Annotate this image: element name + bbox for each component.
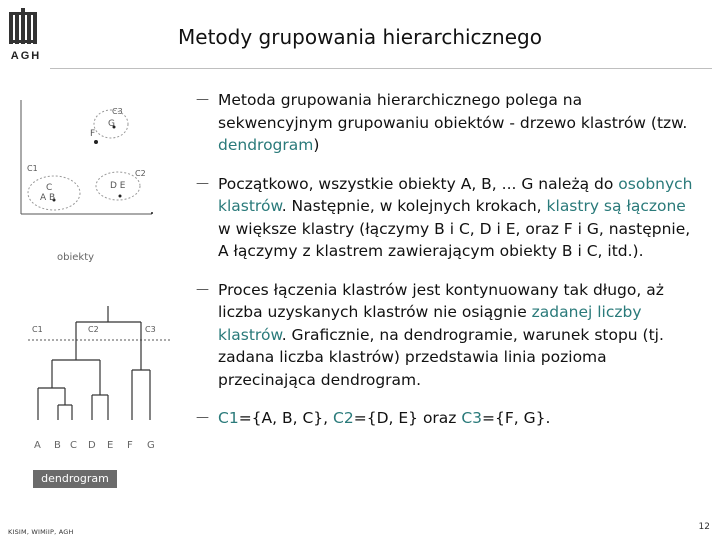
leaf-g: G (147, 440, 155, 451)
logo-text: AGH (10, 50, 42, 62)
bullet-item: — Początkowo, wszystkie obiekty A, B, ... G należą do osobnych klastrów. Następnie, w kolejnych krokach, klastry są łączone w większe klastry (łączymy B i C, D i E, oraz F i G, następnie, A łączymy z klastrem zawierającym obiekty B i C, itd.). (196, 174, 693, 260)
title-divider (50, 68, 712, 69)
scatter-ab-point: A B (40, 193, 56, 203)
scatter-g-point: G (108, 119, 115, 129)
scatter-c-point: C (46, 183, 53, 193)
scatter-de-point: D E (110, 181, 126, 191)
leaf-e: E (107, 440, 114, 451)
highlight-merge: klastry są łączone (546, 197, 686, 215)
scatter-c1-label: C1 (27, 164, 38, 173)
scatter-axis-label: obiekty (57, 252, 95, 263)
bullet-list (196, 89, 701, 430)
leaf-d: D (88, 440, 96, 451)
highlight-dendrogram: dendrogram (218, 136, 314, 154)
scatter-c2-label: C2 (135, 169, 146, 178)
highlight-cluster-count: zadanej liczby klastrów (218, 303, 642, 344)
dendrogram-leaves (34, 440, 155, 451)
bullet-item: — C1={A, B, C}, C2={D, E} oraz C3={F, G}. (196, 409, 551, 427)
cut-c3-label: C3 (145, 325, 156, 334)
cut-c1-label: C1 (32, 325, 43, 334)
highlight-separate-clusters: osobnych klastrów (218, 174, 693, 215)
dendrogram-label: dendrogram (33, 470, 117, 488)
bullet-item: — Proces łączenia klastrów jest kontynuowany tak długo, aż liczba uzyskanych klastrów nie osiągnie zadanej liczby klastrów. Graficznie, na dendrogramie, warunek stopu (tj. zadana liczba klastrów) przedstawia linia pozioma przecinająca dendrogram. (196, 280, 664, 389)
page-number: 12 (698, 522, 710, 532)
dendrogram-tree (38, 306, 150, 420)
footer-left: KISIM, WIMiIP, AGH (8, 528, 74, 536)
scatter-f-point: F (90, 129, 96, 139)
leaf-c: C (70, 440, 77, 451)
leaf-b: B (54, 440, 61, 451)
bullet-item: — Metoda grupowania hierarchicznego polega na sekwencyjnym grupowaniu obiektów - drzewo klastrów (tzw. dendrogram) (196, 91, 688, 154)
cut-c2-label: C2 (88, 325, 99, 334)
leaf-a: A (34, 440, 41, 451)
page-title: Metody grupowania hierarchicznego (178, 25, 542, 49)
scatter-c3-label: C3 (112, 107, 123, 116)
clustering-figure (0, 80, 190, 520)
leaf-f: F (127, 440, 133, 451)
